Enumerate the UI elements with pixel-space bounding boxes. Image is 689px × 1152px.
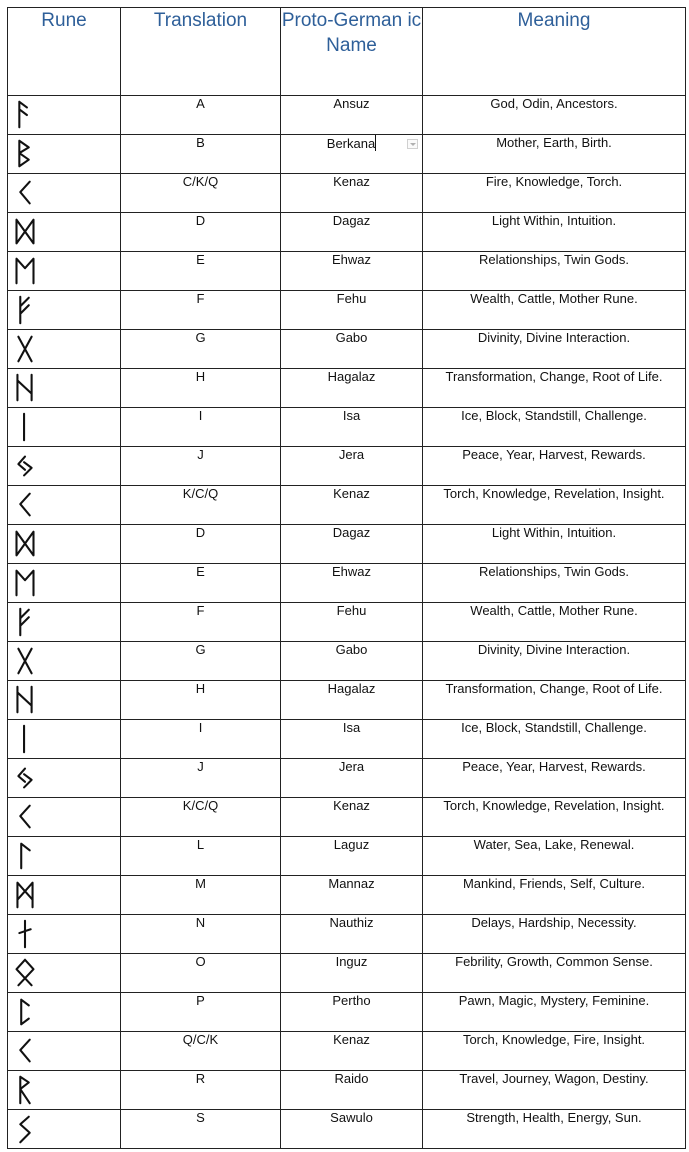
translation-cell[interactable]: J [121,759,281,798]
table-row [8,837,686,876]
rune-cell[interactable] [8,252,121,291]
translation-cell[interactable]: D [121,525,281,564]
translation-cell[interactable]: P [121,993,281,1032]
meaning-cell[interactable]: Mother, Earth, Birth. [423,135,686,174]
translation-cell[interactable]: H [121,681,281,720]
meaning-cell[interactable]: Light Within, Intuition. [423,213,686,252]
table-row [8,252,686,291]
header-proto-name[interactable]: Proto-German ic Name [281,8,423,96]
table-row [8,96,686,135]
isa-rune-icon [10,722,40,756]
meaning-cell[interactable]: Torch, Knowledge, Fire, Insight. [423,1032,686,1071]
meaning-cell[interactable]: Ice, Block, Standstill, Challenge. [423,720,686,759]
laguz-rune-icon [10,839,40,873]
meaning-cell[interactable]: Wealth, Cattle, Mother Rune. [423,291,686,330]
meaning-cell[interactable]: Light Within, Intuition. [423,525,686,564]
gebo-rune-icon [10,332,40,366]
berkana-rune-icon [10,137,40,171]
translation-cell[interactable]: G [121,642,281,681]
table-row [8,915,686,954]
rune-cell[interactable] [8,564,121,603]
nauthiz-rune-icon [10,917,40,951]
rune-cell[interactable] [8,291,121,330]
translation-cell[interactable]: L [121,837,281,876]
kenaz-rune-icon [10,800,40,834]
table-row [8,681,686,720]
fehu-rune-icon [10,605,40,639]
proto-name-cell[interactable]: Jera [281,447,423,486]
proto-name-cell[interactable]: Sawulo [281,1110,423,1149]
meaning-cell[interactable]: Divinity, Divine Interaction. [423,330,686,369]
translation-cell[interactable]: O [121,954,281,993]
table-row [8,135,686,174]
meaning-cell[interactable]: Torch, Knowledge, Revelation, Insight. [423,486,686,525]
translation-cell[interactable]: J [121,447,281,486]
mannaz-rune-icon [10,878,40,912]
kenaz-rune-icon [10,1034,40,1068]
meaning-cell[interactable]: Peace, Year, Harvest, Rewards. [423,447,686,486]
rune-cell[interactable] [8,876,121,915]
rune-cell[interactable] [8,798,121,837]
translation-cell[interactable]: H [121,369,281,408]
rune-cell[interactable] [8,993,121,1032]
translation-cell[interactable]: Q/C/K [121,1032,281,1071]
table-row [8,369,686,408]
translation-cell[interactable]: F [121,603,281,642]
meaning-cell[interactable]: Peace, Year, Harvest, Rewards. [423,759,686,798]
dagaz-rune-icon [10,215,40,249]
rune-cell[interactable] [8,1032,121,1071]
proto-name-cell[interactable]: Dagaz [281,525,423,564]
ansuz-rune-icon [10,98,40,132]
rune-cell[interactable] [8,720,121,759]
rune-cell[interactable] [8,330,121,369]
proto-name-cell[interactable]: Isa [281,720,423,759]
meaning-cell[interactable]: Strength, Health, Energy, Sun. [423,1110,686,1149]
ehwaz-rune-icon [10,254,40,288]
proto-name-text: Berkana [326,136,376,151]
translation-cell[interactable]: R [121,1071,281,1110]
header-rune[interactable]: Rune [8,8,121,96]
proto-name-cell[interactable]: Nauthiz [281,915,423,954]
proto-name-cell[interactable] [281,135,423,174]
proto-name-cell[interactable]: Ehwaz [281,564,423,603]
hagalaz-rune-icon [10,683,40,717]
proto-name-cell[interactable]: Gabo [281,642,423,681]
table-row [8,954,686,993]
meaning-cell[interactable]: Transformation, Change, Root of Life. [423,369,686,408]
table-row [8,1071,686,1110]
rune-cell[interactable] [8,96,121,135]
table-row [8,876,686,915]
meaning-cell[interactable]: Delays, Hardship, Necessity. [423,915,686,954]
translation-cell[interactable]: F [121,291,281,330]
chevron-down-icon[interactable] [407,139,418,149]
meaning-cell[interactable]: Mankind, Friends, Self, Culture. [423,876,686,915]
table-row [8,213,686,252]
translation-cell[interactable]: E [121,564,281,603]
table-row [8,525,686,564]
rune-cell[interactable] [8,1110,121,1149]
rune-cell[interactable] [8,603,121,642]
meaning-cell[interactable]: God, Odin, Ancestors. [423,96,686,135]
gebo-rune-icon [10,644,40,678]
rune-cell[interactable] [8,525,121,564]
table-row [8,1032,686,1071]
kenaz-rune-icon [10,488,40,522]
proto-name-cell[interactable]: Kenaz [281,798,423,837]
fehu-rune-icon [10,293,40,327]
table-row [8,486,686,525]
translation-cell[interactable]: M [121,876,281,915]
translation-cell[interactable]: D [121,213,281,252]
table-row [8,798,686,837]
translation-cell[interactable]: C/K/Q [121,174,281,213]
meaning-cell[interactable]: Wealth, Cattle, Mother Rune. [423,603,686,642]
meaning-cell[interactable]: Torch, Knowledge, Revelation, Insight. [423,798,686,837]
rune-cell[interactable] [8,837,121,876]
meaning-cell[interactable]: Pawn, Magic, Mystery, Feminine. [423,993,686,1032]
rune-cell[interactable] [8,447,121,486]
rune-cell[interactable] [8,915,121,954]
proto-name-cell[interactable]: Gabo [281,330,423,369]
sowilo-rune-icon [10,1112,40,1146]
rune-cell[interactable] [8,135,121,174]
meaning-cell[interactable]: Fire, Knowledge, Torch. [423,174,686,213]
translation-cell[interactable]: S [121,1110,281,1149]
table-row [8,993,686,1032]
table-row [8,291,686,330]
table-row [8,603,686,642]
proto-name-cell[interactable]: Inguz [281,954,423,993]
kenaz-rune-icon [10,176,40,210]
meaning-cell[interactable]: Febrility, Growth, Common Sense. [423,954,686,993]
rune-cell[interactable] [8,954,121,993]
proto-name-cell[interactable]: Fehu [281,603,423,642]
translation-cell[interactable]: K/C/Q [121,486,281,525]
table-row [8,1110,686,1149]
table-row [8,447,686,486]
table-row [8,720,686,759]
header-meaning[interactable]: Meaning [423,8,686,96]
proto-name-cell[interactable]: Hagalaz [281,369,423,408]
proto-name-cell[interactable]: Hagalaz [281,681,423,720]
dagaz-rune-icon [10,527,40,561]
hagalaz-rune-icon [10,371,40,405]
proto-name-cell[interactable]: Laguz [281,837,423,876]
proto-name-cell[interactable]: Raido [281,1071,423,1110]
jera-rune-icon [10,449,40,483]
meaning-cell[interactable]: Relationships, Twin Gods. [423,252,686,291]
translation-cell[interactable]: E [121,252,281,291]
proto-name-cell[interactable]: Kenaz [281,486,423,525]
proto-name-cell[interactable]: Mannaz [281,876,423,915]
table-row [8,642,686,681]
text-cursor [375,135,376,151]
meaning-cell[interactable]: Travel, Journey, Wagon, Destiny. [423,1071,686,1110]
table-row [8,564,686,603]
translation-cell[interactable]: B [121,135,281,174]
rune-cell[interactable] [8,681,121,720]
rune-cell[interactable] [8,642,121,681]
translation-cell[interactable]: A [121,96,281,135]
table-row [8,174,686,213]
meaning-cell[interactable]: Transformation, Change, Root of Life. [423,681,686,720]
proto-name-cell[interactable]: Ehwaz [281,252,423,291]
header-translation[interactable]: Translation [121,8,281,96]
isa-rune-icon [10,410,40,444]
rune-cell[interactable] [8,174,121,213]
proto-name-cell[interactable]: Ansuz [281,96,423,135]
rune-cell[interactable] [8,213,121,252]
translation-cell[interactable]: I [121,408,281,447]
rune-table [7,7,686,1149]
othala-rune-icon [10,956,40,990]
rune-cell[interactable] [8,408,121,447]
translation-cell[interactable]: N [121,915,281,954]
proto-name-cell[interactable]: Dagaz [281,213,423,252]
translation-cell[interactable]: K/C/Q [121,798,281,837]
active-cell-content[interactable] [281,135,422,152]
proto-name-cell[interactable]: Jera [281,759,423,798]
proto-name-cell[interactable]: Pertho [281,993,423,1032]
raido-rune-icon [10,1073,40,1107]
proto-name-cell[interactable]: Isa [281,408,423,447]
translation-cell[interactable]: G [121,330,281,369]
translation-cell[interactable]: I [121,720,281,759]
ehwaz-rune-icon [10,566,40,600]
table-row [8,408,686,447]
rune-cell[interactable] [8,1071,121,1110]
rune-cell[interactable] [8,759,121,798]
meaning-cell[interactable]: Water, Sea, Lake, Renewal. [423,837,686,876]
meaning-cell[interactable]: Divinity, Divine Interaction. [423,642,686,681]
proto-name-cell[interactable]: Kenaz [281,174,423,213]
jera-rune-icon [10,761,40,795]
proto-name-cell[interactable]: Kenaz [281,1032,423,1071]
table-row [8,330,686,369]
perthro-rune-icon [10,995,40,1029]
header-row [8,8,686,96]
meaning-cell[interactable]: Relationships, Twin Gods. [423,564,686,603]
proto-name-cell[interactable]: Fehu [281,291,423,330]
meaning-cell[interactable]: Ice, Block, Standstill, Challenge. [423,408,686,447]
rune-cell[interactable] [8,486,121,525]
rune-cell[interactable] [8,369,121,408]
table-row [8,759,686,798]
